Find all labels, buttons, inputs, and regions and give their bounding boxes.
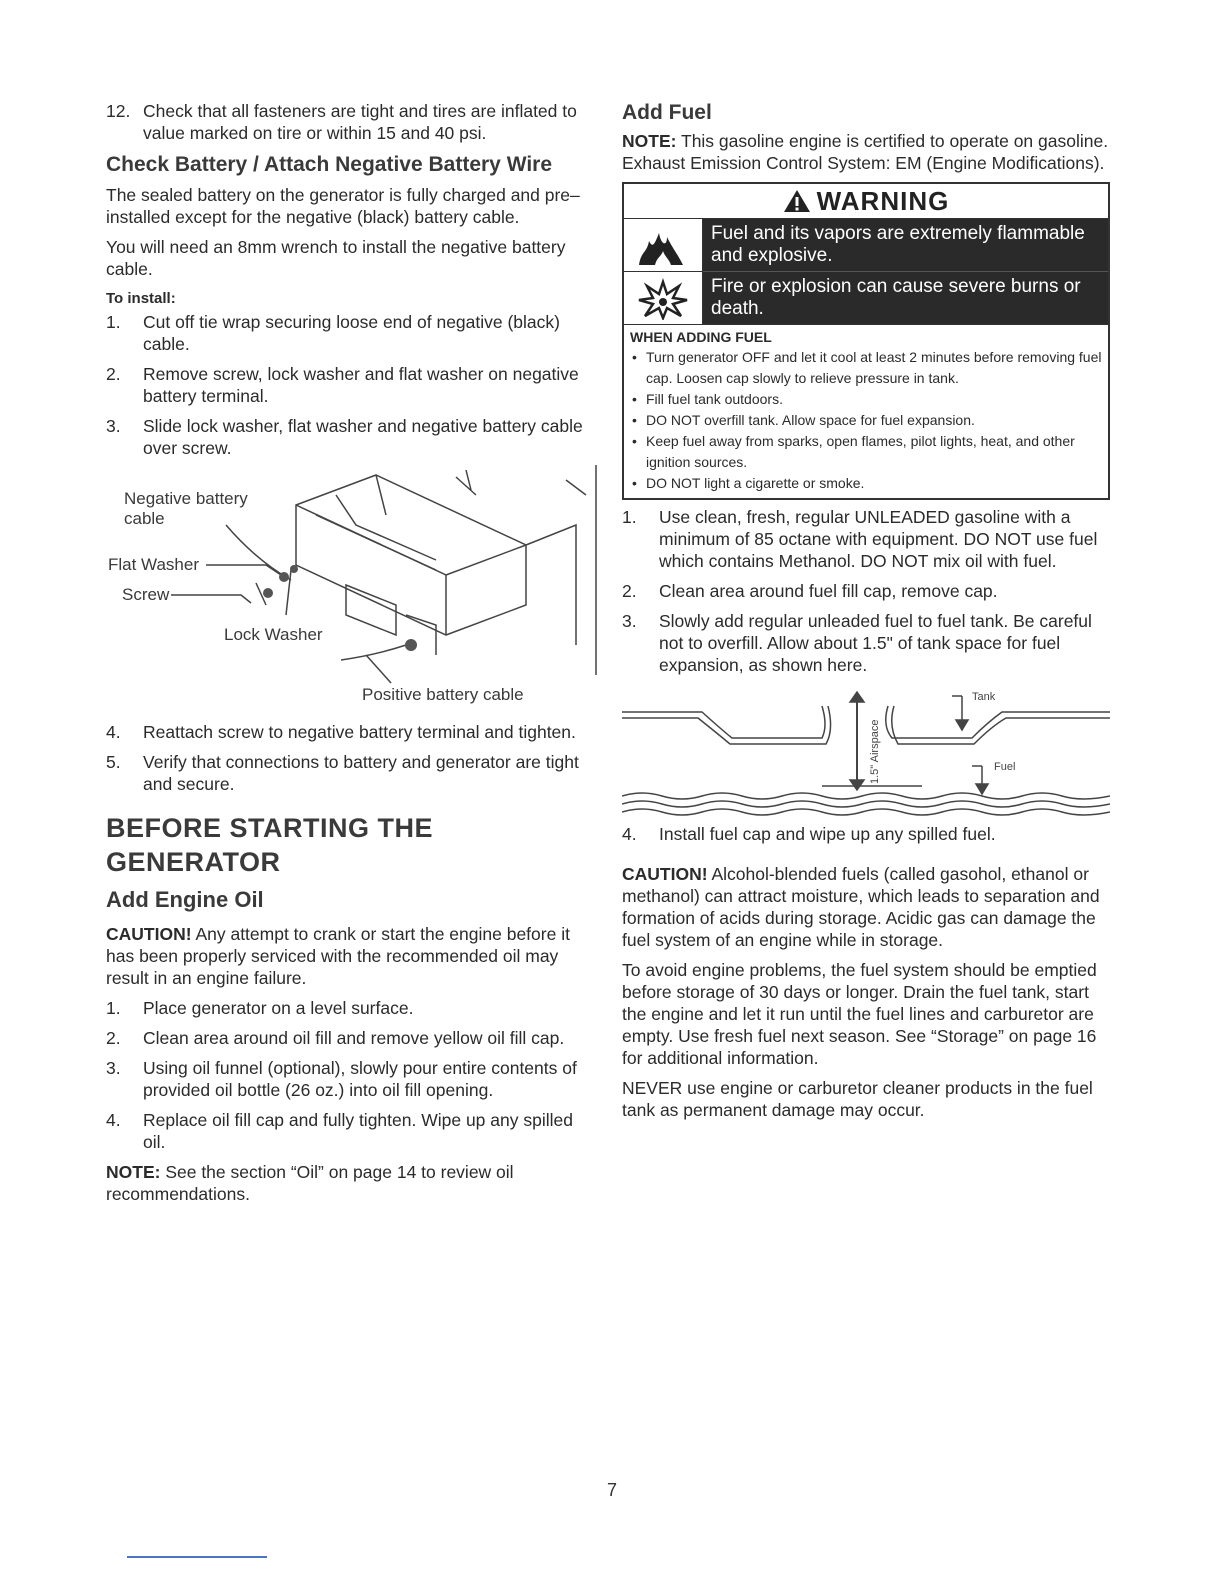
caution-label: CAUTION! <box>622 864 708 884</box>
list-item: • Fill fuel tank outdoors. <box>630 389 1102 410</box>
airspace-label: 1.5" Airspace <box>869 719 881 784</box>
step-number: 3. <box>106 416 121 436</box>
list-item <box>106 751 588 795</box>
step-text: Using oil funnel (optional), slowly pour entire contents of provided oil bottle (26 oz.) into oil fill opening. <box>143 1058 577 1100</box>
oil-steps <box>106 997 588 1153</box>
warning-line-1: Fuel and its vapors are extremely flammable and explosive. <box>711 223 1085 266</box>
list-item <box>106 311 588 355</box>
battery-paragraph-1: The sealed battery on the generator is fully charged and pre–installed except for the negative (black) battery cable. <box>106 185 580 227</box>
warning-hazard-band <box>624 219 1108 325</box>
when-adding-fuel-heading: WHEN ADDING FUEL <box>630 329 772 345</box>
list-item <box>106 997 588 1019</box>
fuel-note <box>622 130 1110 174</box>
note-label: NOTE: <box>622 131 677 151</box>
explosion-hazard-icon <box>624 272 702 324</box>
note-text: See the section “Oil” on page 14 to review oil recommendations. <box>106 1162 514 1204</box>
warning-title-bar <box>624 184 1108 219</box>
fire-hazard-icon <box>624 219 702 272</box>
step-number: 2. <box>106 1028 121 1048</box>
label-flat-washer: Flat Washer <box>108 555 200 574</box>
battery-figure <box>106 465 606 715</box>
step-12-list <box>106 100 588 144</box>
step-number: 3. <box>622 611 637 631</box>
step-number: 1. <box>622 507 637 527</box>
warning-title: WARNING <box>816 185 950 216</box>
label-positive-cable: Positive battery cable <box>362 685 524 704</box>
warning-line-2: Fire or explosion can cause severe burns or death. <box>703 271 1108 323</box>
step-text: Use clean, fresh, regular UNLEADED gasoline with a minimum of 85 octane with equipment. DO NOT use fuel which contains Methanol. DO NOT mix oil with fuel. <box>659 507 1098 571</box>
list-item <box>622 610 1110 676</box>
install-steps <box>106 311 588 459</box>
step-number: 4. <box>622 824 637 844</box>
step-text: Reattach screw to negative battery terminal and tighten. <box>143 722 576 742</box>
step-number: 12. <box>106 101 131 121</box>
step-text: Slowly add regular unleaded fuel to fuel tank. Be careful not to overfill. Allow about 1.5" of tank space for fuel expansion, as shown here. <box>659 611 1092 675</box>
list-item <box>622 823 1110 845</box>
list-item <box>106 721 588 743</box>
list-item <box>106 1057 588 1101</box>
fuel-caution <box>622 863 1110 951</box>
list-item: • Keep fuel away from sparks, open flames, pilot lights, heat, and other ignition sources. <box>630 431 1102 473</box>
label-negative-cable: Negative battery cable <box>124 489 248 528</box>
note-label: NOTE: <box>106 1162 161 1182</box>
right-column <box>622 100 1110 1129</box>
list-item <box>622 506 1110 572</box>
step-number: 4. <box>106 1110 121 1130</box>
list-item: • DO NOT light a cigarette or smoke. <box>630 473 1102 494</box>
step-number: 1. <box>106 312 121 332</box>
list-item <box>106 1027 588 1049</box>
add-fuel-heading: Add Fuel <box>622 101 712 124</box>
list-item: • Turn generator OFF and let it cool at least 2 minutes before removing fuel cap. Loosen cap slowly to relieve pressure in tank. <box>630 347 1102 389</box>
warning-box <box>622 182 1110 500</box>
label-lock-washer: Lock Washer <box>224 625 323 644</box>
battery-paragraph-2: You will need an 8mm wrench to install the negative battery cable. <box>106 237 566 279</box>
step-text: Remove screw, lock washer and flat washer on negative battery terminal. <box>143 364 579 406</box>
step-text: Check that all fasteners are tight and tires are inflated to value marked on tire or within 15 and 40 psi. <box>143 101 577 143</box>
step-text: Cut off tie wrap securing loose end of negative (black) cable. <box>143 312 560 354</box>
oil-caution <box>106 923 588 989</box>
fuel-label: Fuel <box>994 761 1016 773</box>
step-text: Install fuel cap and wipe up any spilled fuel. <box>659 824 996 844</box>
step-text: Replace oil fill cap and fully tighten. Wipe up any spilled oil. <box>143 1110 573 1152</box>
oil-note <box>106 1161 588 1205</box>
before-starting-heading: BEFORE STARTING THE GENERATOR <box>106 813 434 877</box>
step-number: 3. <box>106 1058 121 1078</box>
never-paragraph: NEVER use engine or carburetor cleaner products in the fuel tank as permanent damage may occur. <box>622 1078 1093 1120</box>
step-number: 5. <box>106 752 121 772</box>
warning-icons <box>624 219 703 324</box>
tank-label: Tank <box>972 691 996 703</box>
step-number: 2. <box>622 581 637 601</box>
left-column <box>106 100 588 1213</box>
fuel-tank-diagram <box>622 686 1110 816</box>
page-number: 7 <box>606 1480 617 1500</box>
step-text: Verify that connections to battery and generator are tight and secure. <box>143 752 579 794</box>
step-text: Clean area around fuel fill cap, remove cap. <box>659 581 998 601</box>
caution-text: Any attempt to crank or start the engine before it has been properly serviced with the recommended oil may result in an engine failure. <box>106 924 570 988</box>
add-engine-oil-heading: Add Engine Oil <box>106 887 264 912</box>
list-item <box>622 580 1110 602</box>
step-number: 4. <box>106 722 121 742</box>
fuel-steps-continued <box>622 823 1110 845</box>
warning-bullets <box>630 347 1102 494</box>
label-screw: Screw <box>122 585 170 604</box>
step-text: Slide lock washer, flat washer and negative battery cable over screw. <box>143 416 583 458</box>
footer-link-underline <box>127 1556 267 1558</box>
to-install-label: To install: <box>106 290 176 307</box>
list-item <box>106 415 588 459</box>
step-number: 2. <box>106 364 121 384</box>
caution-label: CAUTION! <box>106 924 192 944</box>
warning-triangle-icon <box>783 189 811 213</box>
warning-body <box>624 325 1108 498</box>
step-number: 1. <box>106 998 121 1018</box>
caution-text: Alcohol-blended fuels (called gasohol, ethanol or methanol) can attract moisture, which leads to separation and formation of acids during storage. Acidic gas can damage the fuel system of an engine while in storage. <box>622 864 1100 950</box>
install-steps-continued <box>106 721 588 795</box>
fuel-steps <box>622 506 1110 676</box>
list-item <box>106 100 588 144</box>
note-text: This gasoline engine is certified to operate on gasoline. Exhaust Emission Control System: EM (Engine Modifications). <box>622 131 1109 173</box>
storage-paragraph: To avoid engine problems, the fuel system should be emptied before storage of 30 days or longer. Drain the fuel tank, start the engine and let it run until the fuel lines and carburetor are empty. Use fresh fuel next season. See “Storage” on page 16 for additional information. <box>622 960 1097 1068</box>
battery-heading: Check Battery / Attach Negative Battery Wire <box>106 153 553 176</box>
list-item <box>106 363 588 407</box>
step-text: Place generator on a level surface. <box>143 998 414 1018</box>
list-item: • DO NOT overfill tank. Allow space for fuel expansion. <box>630 410 1102 431</box>
list-item <box>106 1109 588 1153</box>
step-text: Clean area around oil fill and remove yellow oil fill cap. <box>143 1028 565 1048</box>
warning-hazard-text <box>703 219 1108 324</box>
